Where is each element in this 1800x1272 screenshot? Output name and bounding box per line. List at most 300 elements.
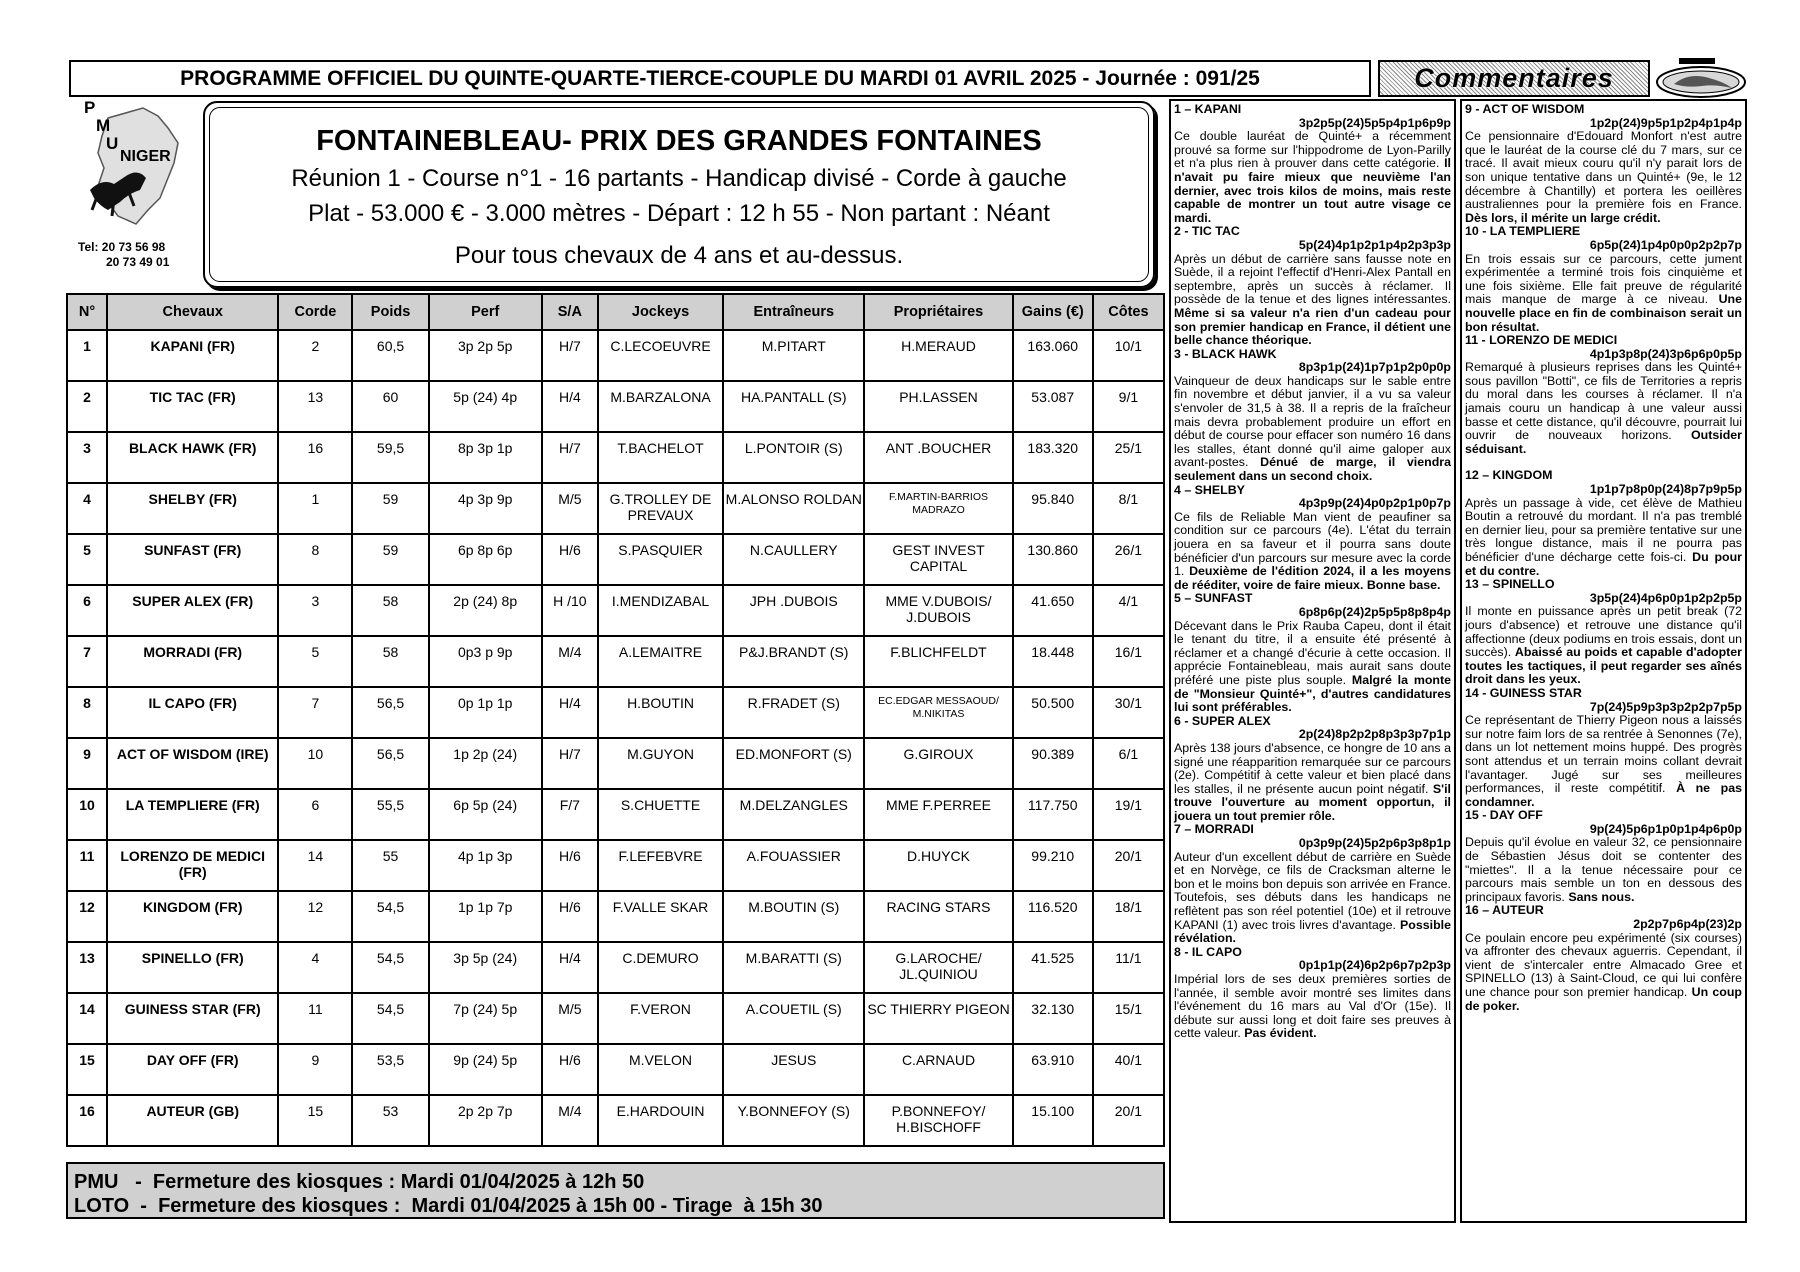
table-cell: 20/1 [1093,1095,1164,1146]
comment-entry [1465,334,1742,456]
comment-horse-heading: 13 – SPINELLO [1465,577,1555,592]
table-cell: 10 [278,738,352,789]
comment-verdict: Malgré la monte de "Monsieur Quinté+", d'autres candidatures lui sont préférables. [1174,672,1451,715]
comment-horse-heading: 8 - IL CAPO [1174,944,1242,959]
table-cell: 7 [278,687,352,738]
table-cell: BLACK HAWK (FR) [107,432,278,483]
table-cell: SUPER ALEX (FR) [107,585,278,636]
logo-letter-m: M [96,116,111,135]
table-cell: TIC TAC (FR) [107,381,278,432]
table-cell: 11 [278,993,352,1044]
table-cell: 95.840 [1013,483,1093,534]
table-cell: 4p 3p 9p [429,483,542,534]
table-cell: 55,5 [352,789,428,840]
comment-horse-heading: 5 – SUNFAST [1174,591,1253,606]
comment-verdict: Une nouvelle place en fin de combinaison serait un bon résultat. [1465,292,1742,334]
table-cell: 41.525 [1013,942,1093,993]
comment-horse-heading: 15 - DAY OFF [1465,808,1543,823]
table-cell: 99.210 [1013,840,1093,891]
column-header: Poids [352,294,428,330]
table-cell: 6p 5p (24) [429,789,542,840]
table-cell: 2 [67,381,107,432]
table-cell: EC.EDGAR MESSAOUD/ M.NIKITAS [864,687,1012,738]
comment-entry [1465,904,1742,1013]
table-cell: I.MENDIZABAL [598,585,723,636]
table-cell: D.HUYCK [864,840,1012,891]
comment-entry [1465,809,1742,904]
table-cell: F/7 [542,789,598,840]
comment-perf-string: 9p(24)5p6p1p0p1p4p6p0p [1589,821,1742,836]
comment-perf-string: 3p5p(24)4p6p0p1p2p2p5p [1589,590,1742,605]
column-header: Jockeys [598,294,723,330]
comment-perf-string: 1p1p7p8p0p(24)8p7p9p5p [1589,482,1742,497]
niger-map-icon [68,98,192,238]
race-info-box [203,101,1155,288]
table-cell: 2p 2p 7p [429,1095,542,1146]
table-cell: H/4 [542,381,598,432]
table-cell: 6 [278,789,352,840]
comment-perf-string: 7p(24)5p9p3p3p2p2p7p5p [1589,699,1742,714]
comment-perf-string: 3p2p5p(24)5p5p4p1p6p9p [1298,115,1451,130]
table-cell: 5p (24) 4p [429,381,542,432]
table-cell: ED.MONFORT (S) [723,738,864,789]
table-cell: 60 [352,381,428,432]
table-cell: 4/1 [1093,585,1164,636]
table-cell: PH.LASSEN [864,381,1012,432]
table-cell: GEST INVEST CAPITAL [864,534,1012,585]
comment-perf-string: 6p5p(24)1p4p0p0p2p2p7p [1589,237,1742,252]
comment-verdict: Même si sa valeur n'a rien d'un cadeau pour son premier handicap en France, il détient une belle chance théorique. [1174,305,1451,348]
table-cell: 10/1 [1093,330,1164,381]
pmu-horse-logo-icon [1654,58,1748,100]
table-cell: 1 [278,483,352,534]
table-cell: 6/1 [1093,738,1164,789]
table-row [67,789,1164,840]
comment-text: Ce poulain encore peu expérimenté (six courses) va affronter des chevaux aguerris. Cependant, il vient de s'intercaler entre Almacado Gree et SPINELLO (13) à Saint-Cloud, ce qui lui confère une chance pour son premier handicap. Un coup de poker. [1465,930,1742,1013]
table-cell: N.CAULLERY [723,534,864,585]
column-header: Entraîneurs [723,294,864,330]
table-row [67,687,1164,738]
table-cell: R.FRADET (S) [723,687,864,738]
comment-horse-heading: 2 - TIC TAC [1174,224,1240,239]
comment-text: Impérial lors de ses deux premières sorties de l'année, il semble avoir montré ses limites dans l'événement du 16 mars au Val d'Or (15e). Il débute sur aussi long et doit faire ses preuves à cette valeur. Pas évident. [1174,972,1451,1041]
comment-text: Ce représentant de Thierry Pigeon nous a laissés sur notre faim lors de sa rentrée à Senonnes (7e), dans un lot nettement moins huppé. Des progrès sont attendus et un terrain moins collant devrait l'avantager. Jugé sur ses meilleures performances, il reste compétitif. À ne pas condamner. [1465,713,1742,809]
comment-verdict: Pas évident. [1244,1026,1317,1041]
comment-entry [1174,592,1451,714]
table-cell: 116.520 [1013,891,1093,942]
table-cell: H/7 [542,432,598,483]
table-cell: MORRADI (FR) [107,636,278,687]
table-cell: 6 [67,585,107,636]
comment-verdict: Du pour et du contre. [1465,550,1742,578]
table-cell: 59 [352,483,428,534]
table-cell: 9 [67,738,107,789]
comment-perf-string: 4p3p9p(24)4p0p2p1p0p7p [1298,496,1451,511]
table-cell: 19/1 [1093,789,1164,840]
table-cell: M.BARATTI (S) [723,942,864,993]
table-row [67,1095,1164,1146]
pmu-niger-logo [68,98,192,238]
comment-entry [1174,484,1451,593]
comment-text: En trois essais sur ce parcours, cette jument expérimentée a terminé trois fois cinquième et une fois sixième. Elle fait preuve de régularité mais manque de marge à ce niveau. Une nouvelle place en fin de combinaison serait un bon résultat. [1465,251,1742,334]
table-cell: SHELBY (FR) [107,483,278,534]
table-cell: 15.100 [1013,1095,1093,1146]
comment-verdict: Outsider séduisant. [1465,428,1742,456]
race-title: FONTAINEBLEAU- PRIX DES GRANDES FONTAINES [316,125,1042,157]
table-cell: H/4 [542,942,598,993]
table-cell: 9 [278,1044,352,1095]
table-row [67,636,1164,687]
comment-verdict: S'il trouve l'ouverture au moment opportun, il jouera un tout premier rôle. [1174,781,1451,823]
table-cell: 1p 1p 7p [429,891,542,942]
table-cell: 4 [67,483,107,534]
table-cell: 6p 8p 6p [429,534,542,585]
table-cell: 5 [278,636,352,687]
table-cell: 8p 3p 1p [429,432,542,483]
comment-verdict: Possible révélation. [1174,917,1451,946]
table-cell: SUNFAST (FR) [107,534,278,585]
table-cell: DAY OFF (FR) [107,1044,278,1095]
table-cell: H/4 [542,687,598,738]
table-row [67,891,1164,942]
table-cell: LORENZO DE MEDICI (FR) [107,840,278,891]
table-cell: 16/1 [1093,636,1164,687]
column-header: Chevaux [107,294,278,330]
table-cell: 7 [67,636,107,687]
table-cell: F.LEFEBVRE [598,840,723,891]
table-cell: 9p (24) 5p [429,1044,542,1095]
table-header-row [67,294,1164,330]
comment-entry [1465,469,1742,578]
comment-horse-heading: 11 - LORENZO DE MEDICI [1465,333,1618,348]
race-conditions: Pour tous chevaux de 4 ans et au-dessus. [454,242,904,269]
table-cell: 53.087 [1013,381,1093,432]
table-cell: 2 [278,330,352,381]
comment-horse-heading: 16 – AUTEUR [1465,903,1544,918]
table-cell: 3p 2p 5p [429,330,542,381]
table-cell: H/7 [542,738,598,789]
comment-text: Après un début de carrière sans fausse note en Suède, il a rejoint l'effectif d'Henri-Alex Pantall en septembre, après un succès à réclamer. Il possède de la tenue et des lignes intéressantes. Même si sa valeur n'a rien d'un cadeau pour son premier handicap en France, il détient une belle chance théorique. [1174,251,1451,348]
table-cell: 32.130 [1013,993,1093,1044]
table-cell: 4p 1p 3p [429,840,542,891]
table-cell: M.ALONSO ROLDAN [723,483,864,534]
table-cell: 50.500 [1013,687,1093,738]
table-cell: C.LECOEUVRE [598,330,723,381]
table-cell: 10 [67,789,107,840]
comment-text: Il monte en puissance après un petit break (72 jours d'absence) et retrouve une distance qu'il affectionne (deux podiums en trois essais, dont un succès). Abaissé au poids et capable d'adopter toutes les tactiques, il peut regarder ses aînés droit dans les yeux. [1465,604,1742,687]
comment-verdict: Il n'avait pu faire mieux que neuvième l'an dernier, avec trois kilos de moins, mais reste capable de montrer un tout autre visage ce mardi. [1174,156,1451,225]
table-cell: 1p 2p (24) [429,738,542,789]
table-cell: ANT .BOUCHER [864,432,1012,483]
tel-line-2: 20 73 49 01 [106,255,170,269]
table-cell: 0p 1p 1p [429,687,542,738]
loto-closing: LOTO - Fermeture des kiosques : Mardi 01/04/2025 à 15h 00 - Tirage à 15h 30 [74,1195,823,1217]
table-cell: 59 [352,534,428,585]
comments-column-1 [1169,99,1456,1223]
table-cell: M/4 [542,636,598,687]
comment-perf-string: 0p1p1p(24)6p2p6p7p2p3p [1298,958,1451,973]
comment-entry [1174,946,1451,1041]
tel-line-1: Tel: 20 73 56 98 [78,240,166,254]
table-cell: H/6 [542,840,598,891]
table-cell: 13 [278,381,352,432]
table-cell: 14 [278,840,352,891]
table-cell: P&J.BRANDT (S) [723,636,864,687]
table-cell: AUTEUR (GB) [107,1095,278,1146]
table-cell: 8 [278,534,352,585]
table-cell: H/6 [542,534,598,585]
table-cell: F.BLICHFELDT [864,636,1012,687]
table-cell: M.DELZANGLES [723,789,864,840]
table-cell: M.VELON [598,1044,723,1095]
table-cell: H /10 [542,585,598,636]
table-cell: 56,5 [352,738,428,789]
comment-horse-heading: 6 - SUPER ALEX [1174,713,1271,728]
comment-perf-string: 2p2p7p6p4p(23)2p [1633,917,1742,932]
table-cell: LA TEMPLIERE (FR) [107,789,278,840]
table-cell: KINGDOM (FR) [107,891,278,942]
comment-perf-string: 0p3p9p(24)5p2p6p3p8p1p [1298,836,1451,851]
table-cell: A.COUETIL (S) [723,993,864,1044]
table-cell: 12 [278,891,352,942]
table-cell: 18.448 [1013,636,1093,687]
table-cell: 54,5 [352,942,428,993]
table-cell: H/6 [542,1044,598,1095]
comment-verdict: Sans nous. [1568,889,1635,904]
table-cell: 56,5 [352,687,428,738]
table-cell: 1 [67,330,107,381]
table-cell: SPINELLO (FR) [107,942,278,993]
logo-letter-u: U [106,134,119,153]
comment-entry [1465,578,1742,687]
table-cell: 63.910 [1013,1044,1093,1095]
table-cell: MME V.DUBOIS/ J.DUBOIS [864,585,1012,636]
table-cell: 12 [67,891,107,942]
comment-text: Remarqué à plusieurs reprises dans les Quinté+ sous pavillon "Botti", ce fils de Territories a repris du moral dans les courses à réclamer. Il n'a jamais couru un handicap à une valeur aussi basse et cette distance, qu'il découvre, pourrait lui ouvrir de nouveaux horizons. Outsider séduisant. [1465,360,1742,456]
table-cell: 53,5 [352,1044,428,1095]
column-header: Gains (€) [1013,294,1093,330]
table-cell: 55 [352,840,428,891]
table-cell: 13 [67,942,107,993]
table-cell: F.VERON [598,993,723,1044]
table-cell: M/4 [542,1095,598,1146]
table-cell: 117.750 [1013,789,1093,840]
table-cell: 16 [67,1095,107,1146]
table-cell: 5 [67,534,107,585]
comment-text: Après 138 jours d'absence, ce hongre de 10 ans a signé une réapparition remarquée sur ce parcours (2e). Compétitif à cette valeur et bien placé dans les stalles, il ne présente aucun point négatif. S'il trouve l'ouverture au moment opportun, il jouera un tout premier rôle. [1174,740,1451,823]
table-cell: L.PONTOIR (S) [723,432,864,483]
table-cell: M.GUYON [598,738,723,789]
table-row [67,585,1164,636]
table-cell: 90.389 [1013,738,1093,789]
comment-verdict: Dès lors, il mérite un large crédit. [1465,210,1661,225]
comment-text: Ce double lauréat de Quinté+ a récemment prouvé sa forme sur l'hippodrome de Lyon-Parilly et n'a plus rien à prouver dans cette catégorie. Il n'avait pu faire mieux que neuvième l'an dernier, avec trois kilos de moins, mais reste capable de montrer un tout autre visage ce mardi. [1174,129,1451,225]
table-cell: G.TROLLEY DE PREVAUX [598,483,723,534]
comment-entry [1465,225,1742,334]
comment-perf-string: 6p8p6p(24)2p5p5p8p8p4p [1298,604,1451,619]
comment-perf-string: 1p2p(24)9p5p1p2p4p1p4p [1589,115,1742,130]
table-cell: 4 [278,942,352,993]
table-cell: 15 [278,1095,352,1146]
table-cell: JPH .DUBOIS [723,585,864,636]
comment-entry [1174,348,1451,484]
table-cell: 7p (24) 5p [429,993,542,1044]
table-cell: F.VALLE SKAR [598,891,723,942]
table-cell: A.LEMAITRE [598,636,723,687]
table-cell: 58 [352,585,428,636]
comment-horse-heading: 10 - LA TEMPLIERE [1465,224,1581,239]
table-cell: 15 [67,1044,107,1095]
comment-perf-string: 8p3p1p(24)1p7p1p2p0p0p [1298,360,1451,375]
comment-text: Vainqueur de deux handicaps sur le sable entre fin novembre et début janvier, il a vu sa valeur s'envoler de 31,5 à 38. Il a repris de la fraîcheur mais devra probablement produire un effort en début de course pour effacer son numéro 16 dans les stalles, étant donné qu'il aime galoper aux avant-postes. Dénué de marge, il viendra seulement dans un second choix. [1174,373,1451,484]
comment-horse-heading: 7 – MORRADI [1174,822,1254,837]
table-cell: JESUS [723,1044,864,1095]
comment-entry [1465,687,1742,809]
table-cell: M/5 [542,993,598,1044]
column-header: Propriétaires [864,294,1012,330]
table-row [67,942,1164,993]
table-cell: 0p3 p 9p [429,636,542,687]
comment-verdict: Un coup de poker. [1465,985,1742,1013]
table-cell: 16 [278,432,352,483]
table-cell: T.BACHELOT [598,432,723,483]
comment-horse-heading: 12 – KINGDOM [1465,468,1553,483]
table-cell: H/7 [542,330,598,381]
table-row [67,738,1164,789]
table-cell: 11/1 [1093,942,1164,993]
comment-entry [1465,103,1742,225]
column-header: Perf [429,294,542,330]
table-cell: G.LAROCHE/ JL.QUINIOU [864,942,1012,993]
table-cell: MME F.PERREE [864,789,1012,840]
table-cell: HA.PANTALL (S) [723,381,864,432]
table-cell: 59,5 [352,432,428,483]
table-cell: 54,5 [352,993,428,1044]
table-cell: 163.060 [1013,330,1093,381]
comment-horse-heading: 3 - BLACK HAWK [1174,346,1277,361]
table-cell: 3 [67,432,107,483]
comment-perf-string: 2p(24)8p2p2p8p3p3p7p1p [1298,727,1451,742]
table-cell: 8 [67,687,107,738]
race-details-line-2: Plat - 53.000 € - 3.000 mètres - Départ : 12 h 55 - Non partant : Néant [308,200,1050,227]
table-row [67,483,1164,534]
table-cell: GUINESS STAR (FR) [107,993,278,1044]
table-cell: S.CHUETTE [598,789,723,840]
table-cell: 3p 5p (24) [429,942,542,993]
table-cell: A.FOUASSIER [723,840,864,891]
comment-entry [1174,103,1451,225]
table-cell: 18/1 [1093,891,1164,942]
comment-entry [1174,225,1451,347]
comment-verdict: À ne pas condamner. [1465,781,1742,809]
table-cell: F.MARTIN-BARRIOS MADRAZO [864,483,1012,534]
table-cell: 9/1 [1093,381,1164,432]
table-cell: M/5 [542,483,598,534]
table-cell: KAPANI (FR) [107,330,278,381]
table-cell: 60,5 [352,330,428,381]
table-row [67,381,1164,432]
table-cell: E.HARDOUIN [598,1095,723,1146]
table-row [67,330,1164,381]
table-cell: 40/1 [1093,1044,1164,1095]
table-cell: 8/1 [1093,483,1164,534]
table-cell: 2p (24) 8p [429,585,542,636]
table-cell: M.BOUTIN (S) [723,891,864,942]
pmu-closing: PMU - Fermeture des kiosques : Mardi 01/04/2025 à 12h 50 [74,1171,645,1193]
table-cell: H/6 [542,891,598,942]
table-cell: 30/1 [1093,687,1164,738]
comment-text: Après un passage à vide, cet élève de Mathieu Boutin a retrouvé du mordant. Il n'a pas tremblé en dernier lieu, pour sa première tentative sur une très longue distance, mais il ne pourra pas bénéficier d'une décharge cette fois-ci. Du pour et du contre. [1465,495,1742,578]
table-cell: RACING STARS [864,891,1012,942]
comment-text: Auteur d'un excellent début de carrière en Suède et en Norvège, ce fils de Cracksman alterne le bon et le moins bon depuis son arrivée en France. Toutefois, ses débuts dans les handicaps ne reflètent pas son réel potentiel (10e) et il retrouve KAPANI (1) avec trois livres d'avantage. Possible révélation. [1174,849,1451,946]
comment-horse-heading: 9 - ACT OF WISDOM [1465,102,1585,116]
table-cell: G.GIROUX [864,738,1012,789]
table-row [67,1044,1164,1095]
table-cell: M.BARZALONA [598,381,723,432]
comment-text: Depuis qu'il évolue en valeur 32, ce pensionnaire de Sébastien Jésus doit se contenter des "miettes". Il a la tenue nécessaire pour ce parcours mais semble un ton en dessous des principaux favoris. Sans nous. [1465,835,1742,904]
comment-perf-string: 4p1p3p8p(24)3p6p6p0p5p [1589,346,1742,361]
table-row [67,840,1164,891]
comments-header: Commentaires [1378,60,1650,97]
comment-verdict: Deuxième de l'édition 2024, il a les moyens de rééditer, voire de faire mieux. Bonne base. [1174,564,1451,592]
comments-column-2 [1460,99,1747,1223]
comment-perf-string: 5p(24)4p1p2p1p4p2p3p3p [1298,237,1451,252]
table-cell: M.PITART [723,330,864,381]
comment-verdict: Dénué de marge, il viendra seulement dans un second choix. [1174,455,1451,484]
table-cell: H.MERAUD [864,330,1012,381]
table-row [67,534,1164,585]
table-cell: S.PASQUIER [598,534,723,585]
programme-title: PROGRAMME OFFICIEL DU QUINTE-QUARTE-TIERCE-COUPLE DU MARDI 01 AVRIL 2025 - Journée : 091/25 [69,60,1371,97]
table-cell: C.ARNAUD [864,1044,1012,1095]
table-cell: 26/1 [1093,534,1164,585]
table-cell: 14 [67,993,107,1044]
table-cell: C.DEMURO [598,942,723,993]
comment-entry [1174,715,1451,824]
table-cell: 41.650 [1013,585,1093,636]
closing-times [66,1162,1165,1219]
table-cell: 53 [352,1095,428,1146]
comment-entry [1174,823,1451,945]
table-cell: 25/1 [1093,432,1164,483]
table-cell: 15/1 [1093,993,1164,1044]
table-cell: 3 [278,585,352,636]
table-cell: 11 [67,840,107,891]
race-details-line-1: Réunion 1 - Course n°1 - 16 partants - Handicap divisé - Corde à gauche [291,165,1067,192]
table-cell: 20/1 [1093,840,1164,891]
comment-horse-heading: 14 - GUINESS STAR [1465,685,1582,700]
table-cell: 54,5 [352,891,428,942]
table-row [67,993,1164,1044]
table-row [67,432,1164,483]
table-cell: 130.860 [1013,534,1093,585]
table-cell: 183.320 [1013,432,1093,483]
table-cell: Y.BONNEFOY (S) [723,1095,864,1146]
table-cell: ACT OF WISDOM (IRE) [107,738,278,789]
table-cell: SC THIERRY PIGEON [864,993,1012,1044]
table-cell: IL CAPO (FR) [107,687,278,738]
table-cell: P.BONNEFOY/ H.BISCHOFF [864,1095,1012,1146]
column-header: Corde [278,294,352,330]
telephone-info [78,240,198,270]
logo-letter-p: P [84,98,96,117]
runners-table [66,293,1165,1147]
comment-text: Ce pensionnaire d'Edouard Monfort n'est autre que le lauréat de la course clé du 7 mars, sur ce tracé. Il avait mieux couru qu'il n'y parait lors de son unique tentative dans un Quinté+ (9e, le 12 décembre à Chantilly) et portera les oeillères australiennes pour la première fois en France. Dès lors, il mérite un large crédit. [1465,129,1742,225]
comment-horse-heading: 4 – SHELBY [1174,482,1245,497]
table-cell: 58 [352,636,428,687]
comment-text: Ce fils de Reliable Man vient de peaufiner sa condition sur ce parcours (4e). L'état du terrain jouera en sa faveur et il pourra sans doute bénéficier d'un parcours sur mesure avec la corde 1. Deuxième de l'édition 2024, il a les moyens de rééditer, voire de faire mieux. Bonne base. [1174,509,1451,592]
logo-niger-text: NIGER [120,148,171,165]
